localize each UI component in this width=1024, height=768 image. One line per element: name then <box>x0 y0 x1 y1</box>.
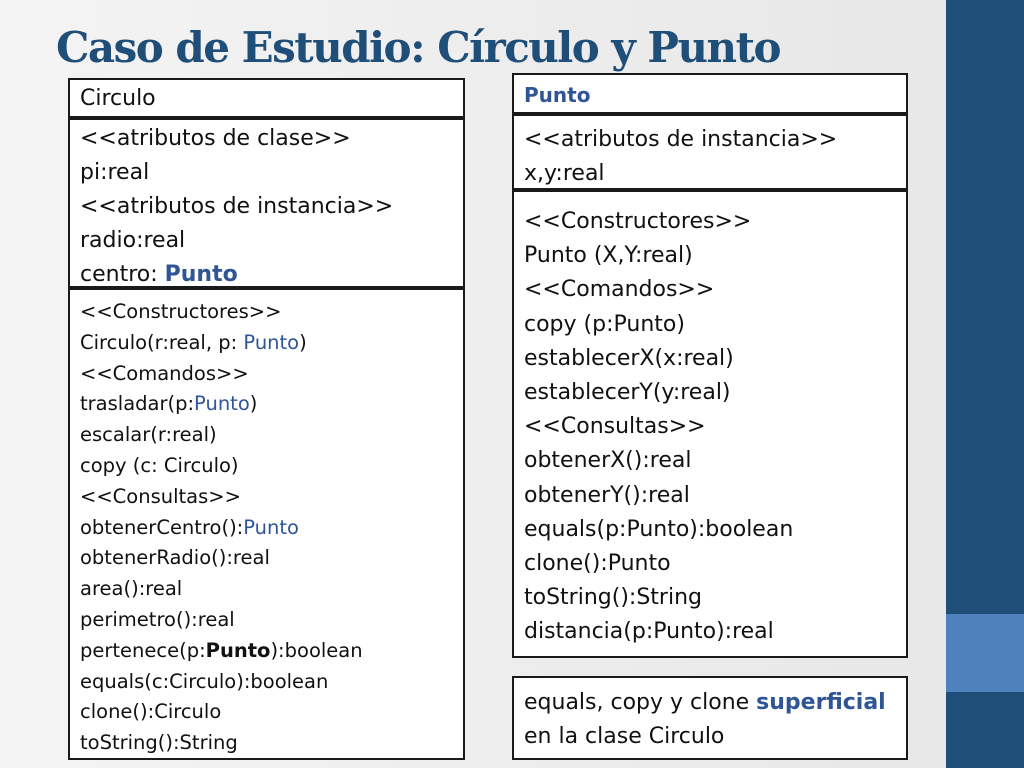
attribute-line <box>80 258 463 288</box>
method-line: obtenerY():real <box>524 482 690 508</box>
punto-methods <box>512 190 908 658</box>
method-text: trasladar(p: <box>80 392 195 416</box>
method-text: ):boolean <box>270 638 363 662</box>
method-line: establecerY(y:real) <box>524 380 731 406</box>
type-highlight: Punto <box>243 515 299 539</box>
punto-class-name <box>512 73 908 114</box>
method-line: clone():Punto <box>524 551 671 577</box>
stereotype-label: <<Consultas>> <box>524 414 706 440</box>
method-line: toString():String <box>80 731 238 755</box>
stereotype-label: <<atributos de instancia>> <box>524 127 838 152</box>
stereotype-label: <<Consultas>> <box>80 484 241 508</box>
method-text: obtenerCentro(): <box>80 515 244 539</box>
attribute-line: radio:real <box>80 228 186 253</box>
method-line <box>80 389 463 420</box>
stereotype-label: <<Constructores>> <box>80 300 282 323</box>
method-line: distancia(p:Punto):real <box>524 619 774 645</box>
class-name-text: Circulo <box>80 86 156 111</box>
method-text: ) <box>249 392 258 416</box>
method-line: copy (c: Circulo) <box>80 453 239 477</box>
method-line <box>80 328 463 359</box>
method-text: ) <box>299 330 307 354</box>
stereotype-label: <<atributos de clase>> <box>80 126 351 151</box>
decorative-sidebar-accent <box>946 614 1024 692</box>
circulo-attributes <box>68 118 465 288</box>
method-text: Circulo(r:real, p: <box>80 330 244 354</box>
type-highlight: Punto <box>194 392 250 416</box>
method-line: perimetro():real <box>80 607 235 631</box>
stereotype-label: <<Comandos>> <box>524 277 715 303</box>
method-line <box>80 513 463 544</box>
method-line: obtenerX():real <box>524 448 692 474</box>
method-line: clone():Circulo <box>80 700 222 724</box>
note-line: en la clase Circulo <box>524 724 725 749</box>
note-emphasis: superficial <box>756 690 886 715</box>
attribute-line: pi:real <box>80 160 150 185</box>
type-highlight: Punto <box>243 330 300 354</box>
class-name-text: Punto <box>524 83 591 107</box>
method-line: area():real <box>80 577 183 601</box>
method-line: escalar(r:real) <box>80 423 217 447</box>
circulo-methods <box>68 288 465 760</box>
type-highlight: Punto <box>205 638 271 662</box>
method-line <box>80 636 463 667</box>
slide-title: Caso de Estudio: Círculo y Punto <box>56 23 780 72</box>
attribute-name: centro: <box>80 262 165 287</box>
method-line: obtenerRadio():real <box>80 546 270 570</box>
method-line: equals(p:Punto):boolean <box>524 516 794 542</box>
method-line: Punto (X,Y:real) <box>524 243 693 269</box>
attribute-line: x,y:real <box>524 161 605 186</box>
note-text: equals, copy y clone <box>524 690 757 715</box>
note-box <box>512 676 908 760</box>
punto-attributes <box>512 114 908 190</box>
method-line: toString():String <box>524 585 702 611</box>
method-line: equals(c:Circulo):boolean <box>80 669 329 693</box>
note-line <box>524 686 906 720</box>
circulo-class-name <box>68 78 465 118</box>
method-line: establecerX(x:real) <box>524 345 734 371</box>
stereotype-label: <<atributos de instancia>> <box>80 194 394 219</box>
type-highlight: Punto <box>164 262 238 287</box>
method-text: pertenece(p: <box>80 638 206 662</box>
method-line: copy (p:Punto) <box>524 311 685 337</box>
stereotype-label: <<Constructores>> <box>524 209 752 234</box>
stereotype-label: <<Comandos>> <box>80 361 249 385</box>
